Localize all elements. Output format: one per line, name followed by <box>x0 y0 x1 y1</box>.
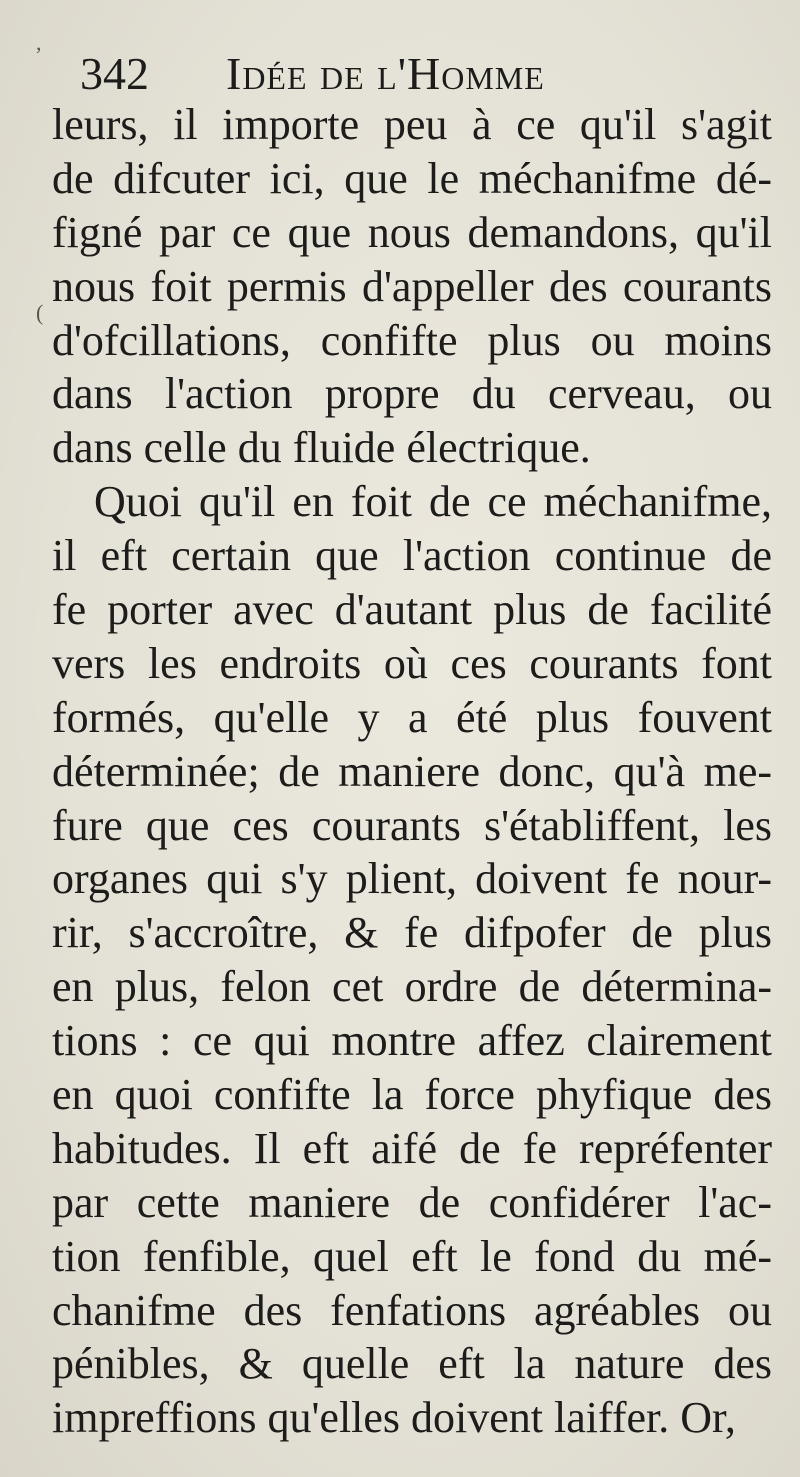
text-line: pénibles, & quelle eft la nature des <box>52 1339 772 1389</box>
text-line: par cette maniere de confidérer l'ac- <box>52 1177 772 1227</box>
text-line: il eft certain que l'action continue de <box>52 531 772 581</box>
text-line: en quoi confifte la force phyfique des <box>52 1070 772 1120</box>
text-line: chanifme des fenfations agréables ou <box>52 1285 772 1335</box>
text-line: déterminée; de maniere donc, qu'à me- <box>52 746 772 796</box>
text-line: formés, qu'elle y a été plus fouvent <box>52 692 772 742</box>
text-line: fe porter avec d'autant plus de facilité <box>52 585 772 635</box>
page-header <box>80 44 780 104</box>
text-line: leurs, il importe peu à ce qu'il s'agit <box>52 100 772 149</box>
text-line: de difcuter ici, que le méchanifme dé- <box>52 153 772 203</box>
running-title: Idée de l'Homme <box>226 48 545 99</box>
text-line: figné par ce que nous demandons, qu'il <box>52 207 772 257</box>
text-line: dans l'action propre du cerveau, ou <box>52 369 772 419</box>
text-line: habitudes. Il eft aifé de fe repréfenter <box>52 1123 772 1173</box>
text-line: en plus, felon cet ordre de détermina- <box>52 962 772 1012</box>
text-line: vers les endroits où ces courants font <box>52 638 772 688</box>
text-line: nous foit permis d'appeller des courants <box>52 261 772 311</box>
text-line: fure que ces courants s'établiffent, les <box>52 800 772 850</box>
text-line: dans celle du fluide électrique. <box>52 423 591 473</box>
body-text <box>52 98 772 1445</box>
text-line: impreffions qu'elles doivent laiffer. Or, <box>52 1393 736 1443</box>
text-line: organes qui s'y plient, doivent fe nour- <box>52 854 772 904</box>
page-number: 342 <box>80 48 149 99</box>
text-line: d'ofcillations, confifte plus ou moins <box>52 315 772 365</box>
margin-mark: , <box>36 30 42 55</box>
text-line: Quoi qu'il en foit de ce méchanifme, <box>94 477 772 527</box>
margin-mark: ( <box>36 300 44 325</box>
text-line: rir, s'accroître, & fe difpofer de plus <box>52 908 772 958</box>
text-line: tions : ce qui montre affez clairement <box>52 1016 772 1066</box>
text-line: tion fenfible, quel eft le fond du mé- <box>52 1231 772 1281</box>
